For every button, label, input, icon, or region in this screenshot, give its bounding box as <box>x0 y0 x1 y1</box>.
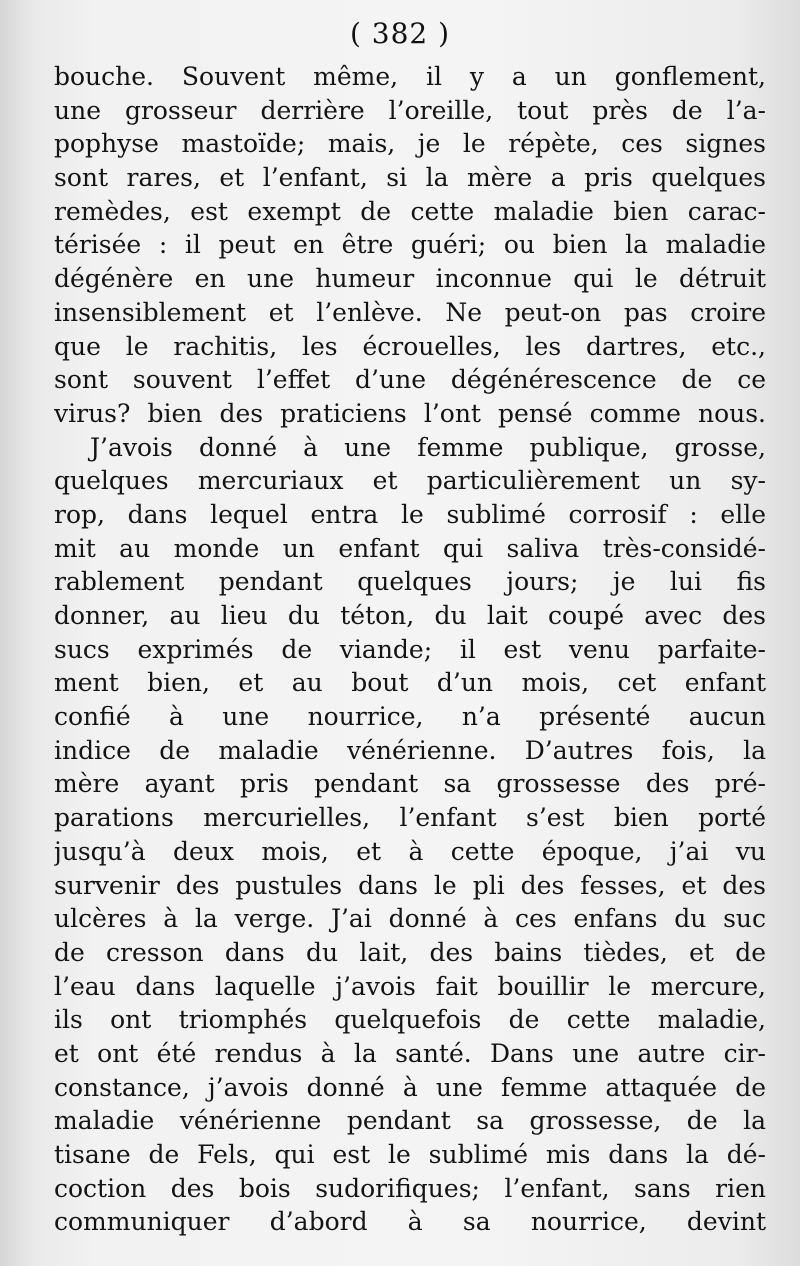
text-line: mère ayant pris pendant sa grossesse des pré- <box>54 769 766 799</box>
text-line: indice de maladie vénérienne. D’autres fois, la <box>54 735 766 765</box>
text-line: rablement pendant quelques jours; je lui fis <box>54 567 766 597</box>
text-line: sont rares, et l’enfant, si la mère a pris quelques <box>54 163 766 193</box>
text-line: térisée : il peut en être guéri; ou bien la maladie <box>54 230 766 260</box>
text-line: bouche. Souvent même, il y a un gonflement, <box>54 62 766 91</box>
text-line: une grosseur derrière l’oreille, tout près de l’a- <box>54 95 766 125</box>
text-line: communiquer d’abord à sa nourrice, devint <box>54 1207 766 1237</box>
body-text <box>54 60 766 1239</box>
text-line: insensiblement et l’enlève. Ne peut-on pas croire <box>54 297 766 327</box>
text-line: de cresson dans du lait, des bains tièdes, et de <box>54 937 766 967</box>
text-line: donner, au lieu du téton, du lait coupé avec des <box>54 601 766 630</box>
text-line: maladie vénérienne pendant sa grossesse, de la <box>54 1106 766 1136</box>
text-line: sont souvent l’effet d’une dégénérescence de ce <box>54 365 766 395</box>
text-line: virus? bien des praticiens l’ont pensé comme nous. <box>54 398 766 428</box>
show-through-text <box>60 1222 760 1252</box>
text-line: pophyse mastoïde; mais, je le répète, ces signes <box>54 129 766 159</box>
text-line: constance, j’avois donné à une femme attaquée de <box>54 1072 766 1102</box>
text-line: quelques mercuriaux et particulièrement un sy- <box>54 466 766 496</box>
text-line: J’avois donné à une femme publique, grosse, <box>90 432 766 462</box>
text-line: dégénère en une humeur inconnue qui le détruit <box>54 264 766 294</box>
text-line: remèdes, est exempt de cette maladie bien carac- <box>54 196 766 226</box>
text-line: que le rachitis, les écrouelles, les dartres, etc., <box>54 331 766 361</box>
text-line: ulcères à la verge. J’ai donné à ces enfans du suc <box>54 904 766 934</box>
text-line: jusqu’à deux mois, et à cette époque, j’ai vu <box>54 836 766 866</box>
text-line: ils ont triomphés quelquefois de cette maladie, <box>54 1005 766 1035</box>
text-line: ment bien, et au bout d’un mois, cet enfant <box>54 668 766 698</box>
text-line: l’eau dans laquelle j’avois fait bouillir le mercure, <box>54 971 766 1001</box>
text-line: sucs exprimés de viande; il est venu parfaite- <box>54 634 766 664</box>
text-line: mit au monde un enfant qui saliva très-considé- <box>54 533 766 563</box>
text-line: rop, dans lequel entra le sublimé corrosif : elle <box>54 499 766 529</box>
page-number: ( 382 ) <box>349 17 451 50</box>
text-line: coction des bois sudorifiques; l’enfant, sans rien <box>54 1173 766 1203</box>
text-line: et ont été rendus à la santé. Dans une autre cir- <box>54 1038 766 1068</box>
text-line: confié à une nourrice, n’a présenté aucun <box>54 702 766 732</box>
text-line: survenir des pustules dans le pli des fesses, et des <box>54 870 766 900</box>
text-line: parations mercurielles, l’enfant s’est bien porté <box>54 803 766 833</box>
text-line: tisane de Fels, qui est le sublimé mis dans la dé- <box>54 1140 766 1169</box>
